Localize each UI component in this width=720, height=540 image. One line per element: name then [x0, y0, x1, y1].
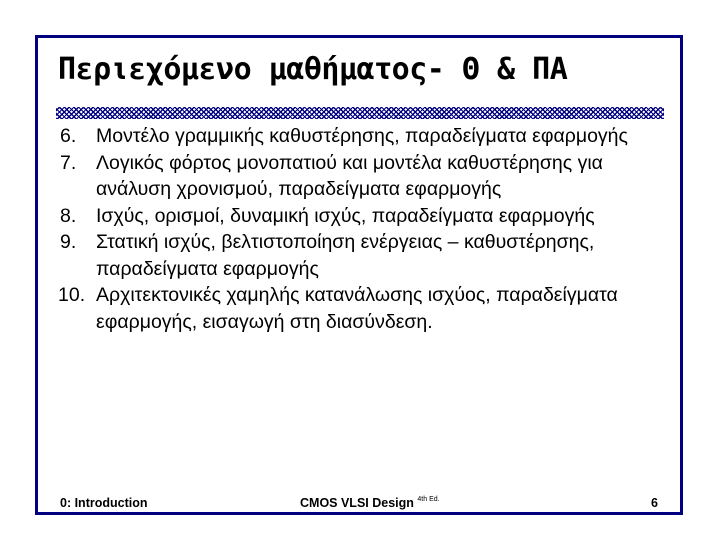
list-item: [60, 282, 670, 335]
slide: [35, 35, 683, 515]
slide-title: Περιεχόμενο μαθήματος- Θ & ΠΑ: [58, 52, 568, 87]
list-item: [60, 123, 670, 150]
list-item-number: 7.: [60, 151, 77, 174]
list-item: [60, 150, 670, 203]
list-item-text: Αρχιτεκτονικές χαμηλής κατανάλωσης ισχύος, παραδείγματα εφαρμογής, εισαγωγή στη διασύνδεση.: [96, 284, 618, 333]
list-item-text: Μοντέλο γραμμικής καθυστέρησης, παραδείγματα εφαρμογής: [96, 125, 628, 147]
list-item-number: 6.: [60, 125, 77, 147]
list-item-number: 8.: [60, 204, 77, 227]
title-divider: [56, 107, 664, 119]
footer-edition: 4th Ed.: [417, 496, 440, 503]
list-item-text: Λογικός φόρτος μονοπατιού και μοντέλα καθυστέρησης για ανάλυση χρονισμού, παραδείγματα εφαρμογής: [96, 151, 603, 200]
list-item-text: Ισχύς, ορισμοί, δυναμική ισχύς, παραδείγματα εφαρμογής: [96, 204, 595, 227]
list-item-text: Στατική ισχύς, βελτιστοποίηση ενέργειας – καθυστέρησης, παραδείγματα εφαρμογής: [96, 231, 595, 280]
page-number: 6: [651, 496, 658, 510]
content-list: [60, 123, 670, 335]
list-item: [60, 203, 670, 230]
list-item-number: 9.: [60, 231, 77, 253]
list-item: [60, 229, 670, 282]
list-item-number: 10.: [58, 284, 86, 306]
footer-course-name: CMOS VLSI Design: [300, 496, 414, 510]
footer-course-title: [300, 496, 440, 510]
footer-section-label: 0: Introduction: [60, 496, 148, 510]
